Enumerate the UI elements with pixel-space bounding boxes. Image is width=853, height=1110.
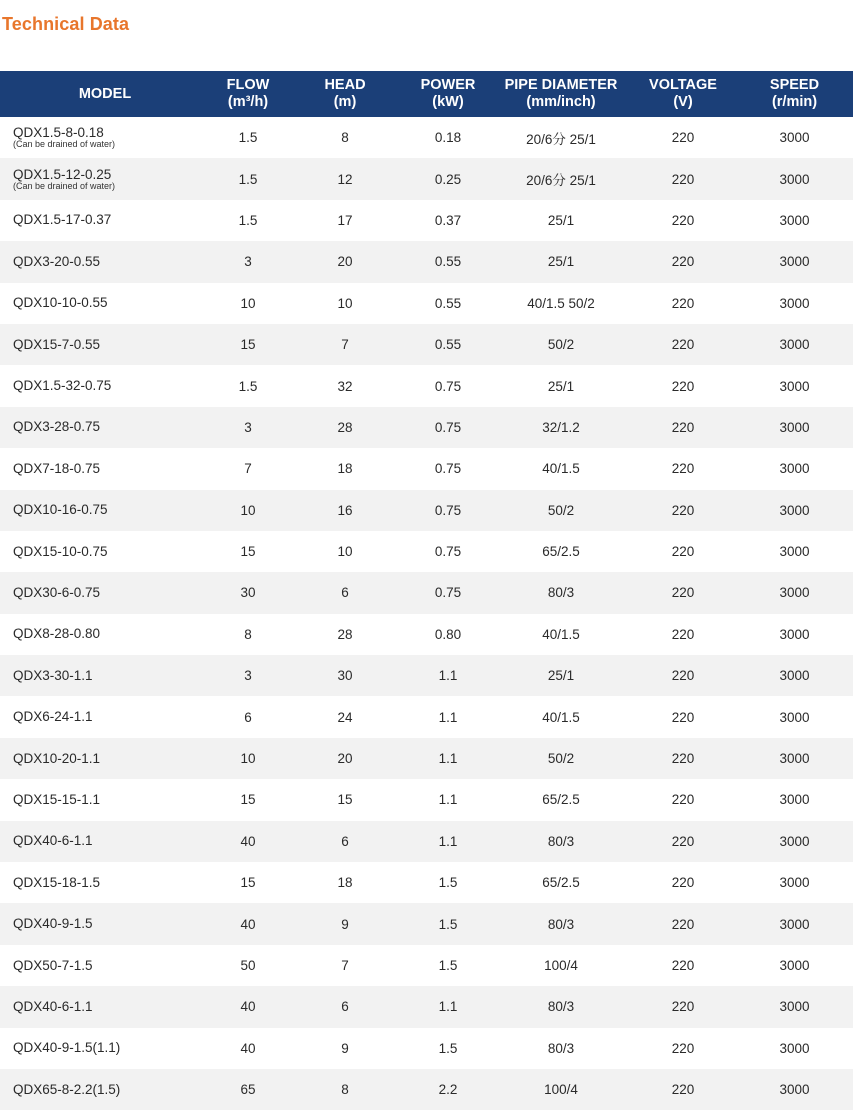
- voltage-cell: 220: [630, 490, 736, 531]
- model-name: QDX1.5-8-0.18: [13, 125, 104, 141]
- model-name: QDX15-10-0.75: [13, 543, 108, 559]
- head-cell: 6: [286, 986, 404, 1027]
- model-cell: [0, 655, 210, 696]
- pipe-cell: 50/2: [492, 324, 630, 365]
- model-cell: [0, 241, 210, 282]
- speed-cell: 3000: [779, 378, 810, 394]
- technical-data-table: [0, 71, 853, 1110]
- voltage-cell: 220: [671, 378, 695, 394]
- pipe-cell: 25/1: [547, 378, 575, 394]
- flow-cell: 40: [210, 821, 286, 862]
- table-body: [0, 117, 853, 1110]
- speed-cell: 3000: [736, 241, 853, 282]
- power-cell: 0.18: [434, 130, 462, 146]
- head-cell: 8: [286, 1069, 404, 1110]
- power-cell: 0.75: [434, 378, 462, 394]
- power-cell: 0.75: [404, 572, 492, 613]
- table-row: [0, 1028, 853, 1069]
- model-cell: [0, 324, 210, 365]
- power-cell: 0.75: [404, 490, 492, 531]
- pipe-cell: 65/2.5: [542, 544, 580, 560]
- column-header-unit: (mm/inch): [526, 94, 596, 110]
- head-cell: 32: [337, 378, 353, 394]
- model-cell: [0, 738, 210, 779]
- speed-cell: 3000: [779, 875, 810, 891]
- table-header-row: [0, 71, 853, 117]
- speed-cell: 3000: [779, 792, 810, 808]
- head-cell: 17: [337, 212, 353, 228]
- power-cell: 1.5: [438, 875, 458, 891]
- pipe-cell: 65/2.5: [542, 875, 580, 891]
- pipe-cell: 100/4: [492, 1069, 630, 1110]
- column-header-label: VOLTAGE: [649, 77, 717, 93]
- head-cell: 18: [337, 461, 353, 477]
- model-name: QDX10-16-0.75: [13, 502, 108, 518]
- table-row: [0, 903, 853, 944]
- voltage-cell: 220: [630, 1069, 736, 1110]
- speed-cell: 3000: [736, 903, 853, 944]
- head-cell: 10: [337, 295, 353, 311]
- pipe-cell: 32/1.2: [492, 407, 630, 448]
- flow-cell: 3: [210, 241, 286, 282]
- voltage-cell: 220: [630, 572, 736, 613]
- power-cell: 1.1: [404, 986, 492, 1027]
- pipe-cell: 80/3: [492, 572, 630, 613]
- power-cell: 0.55: [404, 324, 492, 365]
- model-name: QDX30-6-0.75: [13, 584, 101, 600]
- speed-cell: 3000: [779, 709, 810, 725]
- column-header-flow: [210, 71, 286, 117]
- voltage-cell: 220: [630, 986, 736, 1027]
- power-cell: 0.55: [434, 295, 462, 311]
- pipe-cell: 25/1: [492, 241, 630, 282]
- pipe-cell: 50/2: [492, 490, 630, 531]
- power-cell: 1.1: [404, 655, 492, 696]
- table-row: [0, 407, 853, 448]
- model-cell: [0, 158, 210, 199]
- flow-cell: 30: [210, 572, 286, 613]
- column-header-pipe-diameter: [492, 71, 630, 117]
- voltage-cell: 220: [630, 324, 736, 365]
- column-header-power: [404, 71, 492, 117]
- table-row: [0, 241, 853, 282]
- power-cell: 1.1: [438, 792, 458, 808]
- model-name: QDX15-18-1.5: [13, 874, 101, 890]
- power-cell: 0.37: [434, 212, 462, 228]
- model-cell: [0, 779, 210, 820]
- model-note: (Can be drained of water): [13, 180, 116, 191]
- table-row: [0, 1069, 853, 1110]
- flow-cell: 15: [210, 324, 286, 365]
- model-name: QDX40-9-1.5: [13, 916, 93, 932]
- model-cell: [0, 986, 210, 1027]
- model-name: QDX1.5-17-0.37: [13, 212, 112, 228]
- table-row: [0, 200, 853, 241]
- flow-cell: 65: [210, 1069, 286, 1110]
- pipe-cell: 80/3: [492, 821, 630, 862]
- speed-cell: 3000: [736, 572, 853, 613]
- pipe-cell: 20/6分 25/1: [492, 158, 630, 199]
- pipe-cell: 40/1.5: [542, 709, 580, 725]
- voltage-cell: 220: [671, 130, 695, 146]
- flow-cell: 15: [240, 792, 256, 808]
- head-cell: 10: [337, 544, 353, 560]
- pipe-cell: 65/2.5: [542, 792, 580, 808]
- table-row: [0, 614, 853, 655]
- flow-cell: 3: [210, 407, 286, 448]
- power-cell: 0.75: [434, 544, 462, 560]
- voltage-cell: 220: [671, 544, 695, 560]
- model-cell: [0, 365, 210, 406]
- voltage-cell: 220: [630, 821, 736, 862]
- flow-cell: 7: [244, 461, 252, 477]
- column-header-unit: (m): [333, 94, 357, 110]
- model-cell: [0, 448, 210, 489]
- power-cell: 1.1: [438, 709, 458, 725]
- voltage-cell: 220: [630, 407, 736, 448]
- model-cell: [0, 821, 210, 862]
- page-title: Technical Data: [2, 14, 130, 34]
- table-row: [0, 655, 853, 696]
- pipe-cell: 80/3: [492, 986, 630, 1027]
- column-header-label: HEAD: [324, 77, 366, 93]
- flow-cell: 40: [210, 903, 286, 944]
- voltage-cell: 220: [630, 158, 736, 199]
- table-row: [0, 738, 853, 779]
- flow-cell: 10: [210, 738, 286, 779]
- table-row: [0, 821, 853, 862]
- model-name: QDX3-30-1.1: [13, 667, 93, 683]
- model-cell: [0, 531, 210, 572]
- head-cell: 15: [337, 792, 353, 808]
- model-name: QDX8-28-0.80: [13, 626, 101, 642]
- flow-cell: 10: [210, 490, 286, 531]
- speed-cell: 3000: [779, 544, 810, 560]
- table-row: [0, 696, 853, 737]
- model-cell: [0, 1069, 210, 1110]
- voltage-cell: 220: [671, 212, 695, 228]
- speed-cell: 3000: [779, 212, 810, 228]
- voltage-cell: 220: [671, 461, 695, 477]
- head-cell: 20: [286, 241, 404, 282]
- voltage-cell: 220: [671, 958, 695, 973]
- speed-cell: 3000: [779, 295, 810, 311]
- voltage-cell: 220: [630, 241, 736, 282]
- head-cell: 28: [337, 626, 353, 642]
- pipe-cell: 40/1.5 50/2: [527, 295, 595, 311]
- power-cell: 1.5: [404, 903, 492, 944]
- model-cell: [0, 1028, 210, 1069]
- flow-cell: 1.5: [238, 378, 258, 394]
- speed-cell: 3000: [736, 655, 853, 696]
- model-name: QDX1.5-32-0.75: [13, 378, 112, 394]
- speed-cell: 3000: [779, 958, 810, 973]
- speed-cell: 3000: [779, 130, 810, 146]
- speed-cell: 3000: [779, 1040, 810, 1056]
- pipe-cell: 80/3: [492, 903, 630, 944]
- flow-cell: 8: [244, 626, 252, 642]
- model-name: QDX65-8-2.2(1.5): [13, 1081, 121, 1097]
- column-header-label: PIPE DIAMETER: [504, 77, 618, 93]
- column-header-label: MODEL: [78, 85, 132, 102]
- voltage-cell: 220: [630, 903, 736, 944]
- flow-cell: 1.5: [238, 130, 258, 146]
- table-row: [0, 779, 853, 820]
- flow-cell: 15: [240, 544, 256, 560]
- model-cell: [0, 614, 210, 655]
- pipe-cell: 50/2: [492, 738, 630, 779]
- column-header-unit: (r/min): [771, 94, 818, 110]
- model-cell: [0, 407, 210, 448]
- head-cell: 9: [341, 1040, 349, 1056]
- model-cell: [0, 696, 210, 737]
- table-row: [0, 945, 853, 986]
- speed-cell: 3000: [779, 461, 810, 477]
- model-cell: [0, 200, 210, 241]
- table-row: [0, 117, 853, 158]
- head-cell: 20: [286, 738, 404, 779]
- power-cell: 0.55: [404, 241, 492, 282]
- column-header-label: FLOW: [226, 77, 270, 93]
- voltage-cell: 220: [671, 295, 695, 311]
- model-cell: [0, 283, 210, 324]
- model-name: QDX10-10-0.55: [13, 295, 108, 311]
- flow-cell: 1.5: [238, 212, 258, 228]
- head-cell: 6: [286, 821, 404, 862]
- column-header-label: POWER: [420, 77, 476, 93]
- flow-cell: 40: [240, 1040, 256, 1056]
- power-cell: 1.1: [404, 738, 492, 779]
- model-cell: [0, 862, 210, 903]
- table-row: [0, 365, 853, 406]
- power-cell: 1.5: [438, 958, 458, 973]
- speed-cell: 3000: [736, 1069, 853, 1110]
- speed-cell: 3000: [779, 626, 810, 642]
- pipe-cell: 25/1: [547, 212, 575, 228]
- table-row: [0, 986, 853, 1027]
- column-header-unit: (kW): [432, 94, 464, 110]
- model-name: QDX40-9-1.5(1.1): [13, 1040, 121, 1056]
- table-row: [0, 490, 853, 531]
- voltage-cell: 220: [671, 1040, 695, 1056]
- speed-cell: 3000: [736, 490, 853, 531]
- model-name: QDX3-28-0.75: [13, 419, 101, 435]
- power-cell: 2.2: [404, 1069, 492, 1110]
- model-name: QDX1.5-12-0.25: [13, 166, 112, 182]
- voltage-cell: 220: [671, 875, 695, 891]
- flow-cell: 15: [240, 875, 256, 891]
- speed-cell: 3000: [736, 738, 853, 779]
- flow-cell: 6: [244, 709, 252, 725]
- power-cell: 0.75: [434, 461, 462, 477]
- power-cell: 0.25: [404, 158, 492, 199]
- head-cell: 12: [286, 158, 404, 199]
- voltage-cell: 220: [630, 738, 736, 779]
- model-cell: [0, 903, 210, 944]
- model-cell: [0, 490, 210, 531]
- head-cell: 6: [286, 572, 404, 613]
- pipe-cell: 40/1.5: [542, 461, 580, 477]
- model-name: QDX15-15-1.1: [13, 791, 101, 807]
- table-row: [0, 283, 853, 324]
- model-name: QDX40-6-1.1: [13, 833, 93, 849]
- model-name: QDX50-7-1.5: [13, 957, 93, 973]
- table-row: [0, 448, 853, 489]
- power-cell: 1.1: [404, 821, 492, 862]
- column-header-model: [0, 71, 210, 117]
- table-row: [0, 158, 853, 199]
- model-cell: [0, 945, 210, 986]
- column-header-voltage: [630, 71, 736, 117]
- pipe-cell: 40/1.5: [542, 626, 580, 642]
- head-cell: 7: [341, 958, 349, 973]
- speed-cell: 3000: [736, 821, 853, 862]
- head-cell: 9: [286, 903, 404, 944]
- pipe-cell: 20/6分 25/1: [526, 131, 596, 147]
- power-cell: 0.75: [404, 407, 492, 448]
- speed-cell: 3000: [736, 158, 853, 199]
- pipe-cell: 80/3: [547, 1040, 575, 1056]
- model-name: QDX15-7-0.55: [13, 336, 101, 352]
- model-cell: [0, 117, 210, 158]
- voltage-cell: 220: [630, 655, 736, 696]
- column-header-speed: [736, 71, 853, 117]
- voltage-cell: 220: [671, 792, 695, 808]
- power-cell: 0.80: [434, 626, 462, 642]
- speed-cell: 3000: [736, 407, 853, 448]
- model-name: QDX10-20-1.1: [13, 750, 101, 766]
- column-header-unit: (m³/h): [227, 94, 269, 110]
- model-name: QDX40-6-1.1: [13, 998, 93, 1014]
- flow-cell: 1.5: [210, 158, 286, 199]
- model-note: (Can be drained of water): [13, 139, 116, 150]
- model-name: QDX6-24-1.1: [13, 709, 93, 725]
- speed-cell: 3000: [736, 324, 853, 365]
- head-cell: 16: [286, 490, 404, 531]
- pipe-cell: 100/4: [544, 958, 578, 973]
- head-cell: 18: [337, 875, 353, 891]
- table-row: [0, 531, 853, 572]
- flow-cell: 50: [240, 958, 256, 973]
- table-row: [0, 862, 853, 903]
- model-name: QDX3-20-0.55: [13, 253, 101, 269]
- flow-cell: 40: [210, 986, 286, 1027]
- speed-cell: 3000: [736, 986, 853, 1027]
- table-row: [0, 324, 853, 365]
- head-cell: 8: [341, 130, 349, 146]
- flow-cell: 10: [240, 295, 256, 311]
- column-header-unit: (V): [673, 94, 693, 110]
- model-cell: [0, 572, 210, 613]
- flow-cell: 3: [210, 655, 286, 696]
- head-cell: 24: [337, 709, 353, 725]
- voltage-cell: 220: [671, 626, 695, 642]
- power-cell: 1.5: [438, 1040, 458, 1056]
- column-header-head: [286, 71, 404, 117]
- model-name: QDX7-18-0.75: [13, 460, 101, 476]
- head-cell: 7: [286, 324, 404, 365]
- head-cell: 30: [286, 655, 404, 696]
- voltage-cell: 220: [671, 709, 695, 725]
- table-row: [0, 572, 853, 613]
- head-cell: 28: [286, 407, 404, 448]
- pipe-cell: 25/1: [492, 655, 630, 696]
- column-header-label: SPEED: [769, 77, 820, 93]
